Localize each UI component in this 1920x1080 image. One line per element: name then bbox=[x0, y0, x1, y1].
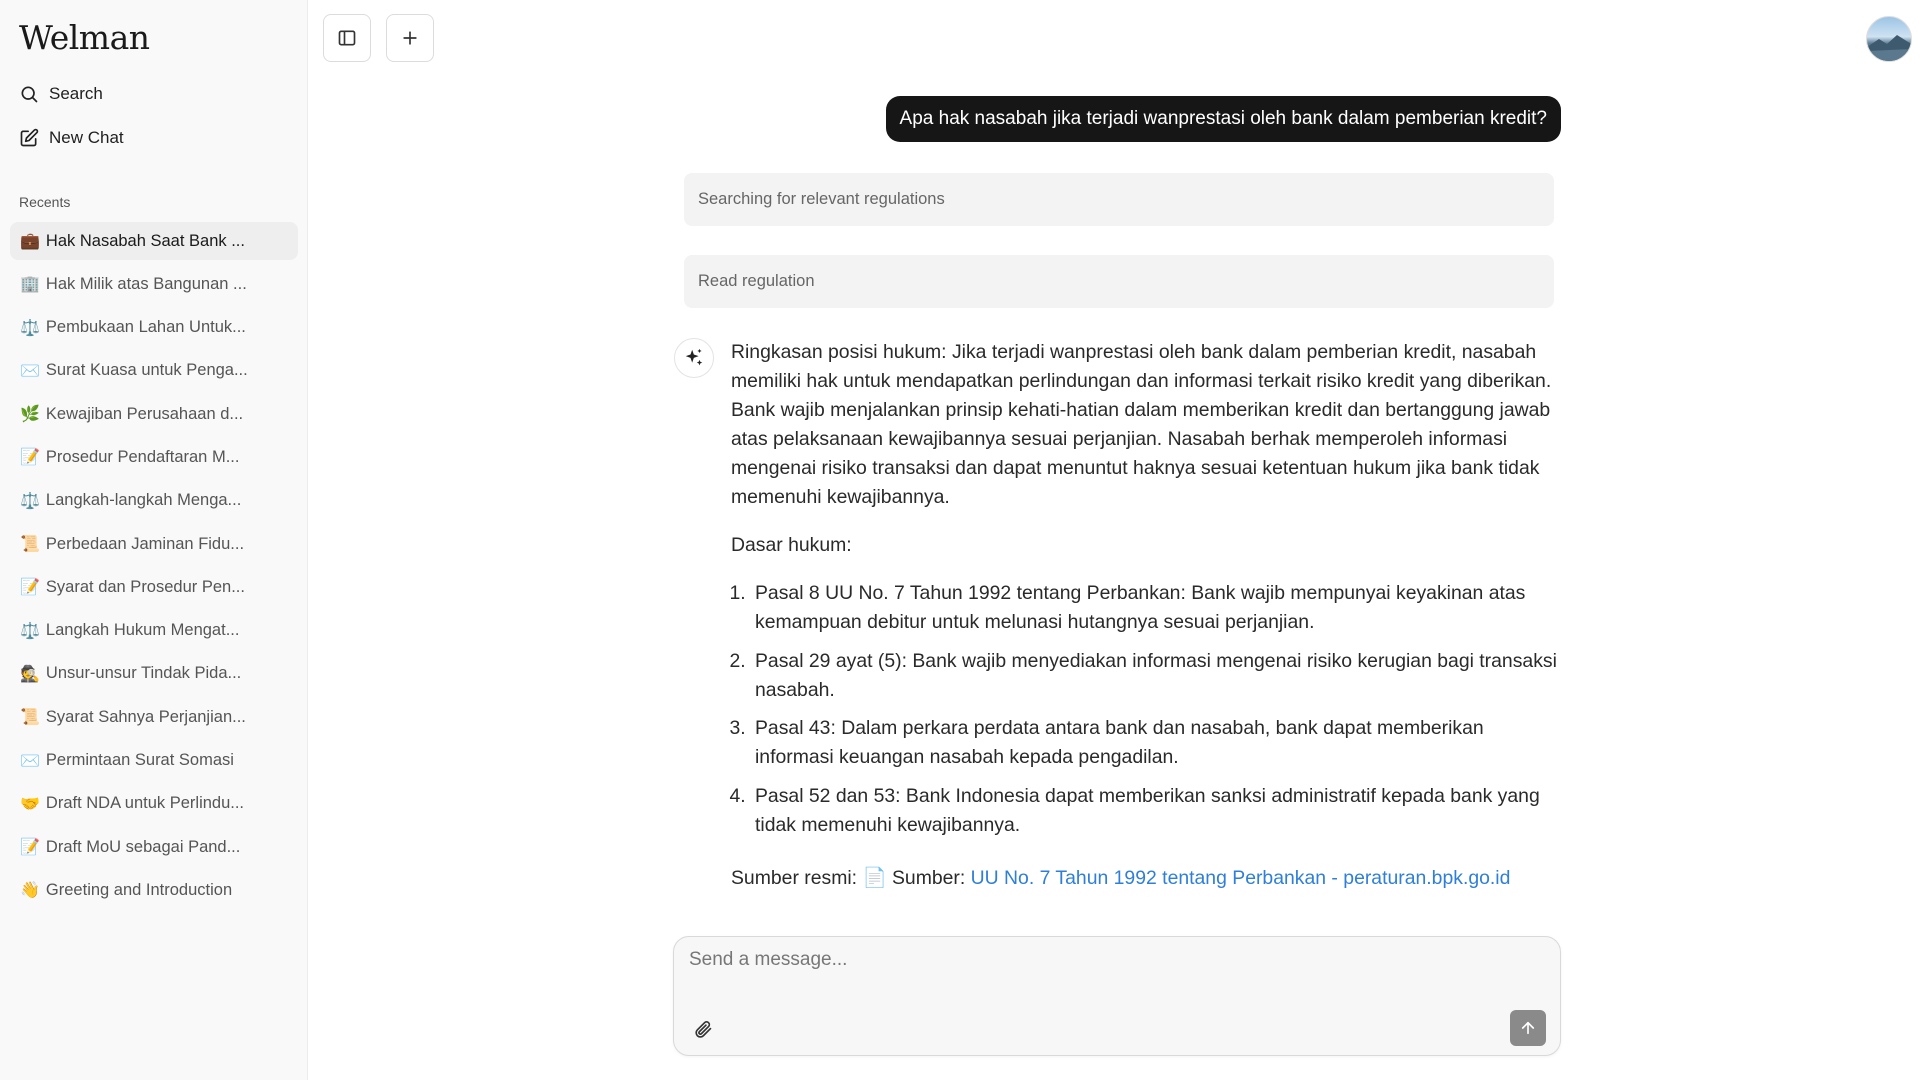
message-composer bbox=[673, 936, 1561, 1056]
assistant-avatar bbox=[674, 338, 714, 378]
recents-heading: Recents bbox=[19, 194, 71, 210]
new-chat-button[interactable] bbox=[19, 128, 124, 148]
recent-chat-title: Pembukaan Lahan Untuk... bbox=[45, 318, 246, 337]
recent-chat-title: Draft MoU sebagai Pand... bbox=[45, 837, 241, 856]
search-label: Search bbox=[49, 84, 103, 103]
recent-chat-item[interactable] bbox=[10, 785, 298, 823]
plus-icon bbox=[400, 28, 420, 48]
message-input[interactable] bbox=[689, 949, 1539, 989]
assistant-message bbox=[731, 338, 1563, 912]
user-message-bubble: Apa hak nasabah jika terjadi wanprestasi oleh bank dalam pemberian kredit? bbox=[886, 96, 1561, 142]
waving-hand-icon: 👋 bbox=[20, 882, 40, 900]
recent-chat-title: Unsur-unsur Tindak Pida... bbox=[45, 664, 242, 683]
recent-chat-item[interactable] bbox=[10, 568, 298, 606]
send-button[interactable] bbox=[1510, 1010, 1546, 1046]
scroll-icon: 📜 bbox=[20, 536, 40, 554]
mountain-landscape-icon bbox=[1867, 17, 1912, 62]
scales-icon: ⚖️ bbox=[20, 319, 40, 337]
search-icon bbox=[19, 84, 39, 104]
recent-chat-title: Langkah-langkah Menga... bbox=[45, 491, 242, 510]
edit-icon bbox=[19, 128, 39, 148]
recent-chat-title: Hak Nasabah Saat Bank ... bbox=[45, 231, 245, 250]
recent-chat-item[interactable] bbox=[10, 222, 298, 260]
envelope-icon: ✉️ bbox=[20, 752, 40, 770]
legal-basis-item: 3. Pasal 43: Dalam perkara perdata antara bank dan nasabah, bank dapat memberikan informasi keuangan nasabah kepada pengadilan. bbox=[751, 714, 1563, 772]
recent-chat-item[interactable] bbox=[10, 482, 298, 520]
tool-step-read[interactable]: Read regulation bbox=[684, 255, 1554, 308]
new-chat-plus-button[interactable] bbox=[386, 14, 434, 62]
legal-basis-list bbox=[731, 579, 1563, 840]
user-avatar[interactable] bbox=[1866, 16, 1912, 62]
recent-chat-item[interactable] bbox=[10, 352, 298, 390]
legal-basis-heading: Dasar hukum: bbox=[731, 534, 852, 556]
recent-chat-title: Surat Kuasa untuk Penga... bbox=[45, 361, 248, 380]
source-prefix: Sumber resmi: 📄 Sumber: bbox=[731, 866, 971, 889]
app-logo: Welman bbox=[19, 18, 150, 57]
recent-chat-item[interactable] bbox=[10, 438, 298, 476]
memo-icon: 📝 bbox=[20, 839, 40, 857]
legal-basis-item: 1. Pasal 8 UU No. 7 Tahun 1992 tentang Perbankan: Bank wajib mempunyai keyakinan atas kemampuan debitur untuk melunasi hutangnya sesuai perjanjian. bbox=[751, 579, 1563, 637]
recent-chat-item[interactable] bbox=[10, 525, 298, 563]
recent-chat-title: Kewajiban Perusahaan d... bbox=[45, 404, 244, 423]
legal-basis-item: 2. Pasal 29 ayat (5): Bank wajib menyediakan informasi mengenai risiko kerugian bagi transaksi nasabah. bbox=[751, 647, 1563, 705]
memo-icon: 📝 bbox=[20, 579, 40, 597]
attach-button[interactable] bbox=[691, 1017, 715, 1041]
recent-chat-title: Draft NDA untuk Perlindu... bbox=[45, 794, 245, 813]
recent-chat-title: Langkah Hukum Mengat... bbox=[45, 621, 240, 640]
building-icon: 🏢 bbox=[20, 276, 40, 294]
source-link[interactable]: UU No. 7 Tahun 1992 tentang Perbankan - peraturan.bpk.go.id bbox=[970, 866, 1511, 889]
sparkle-icon bbox=[683, 347, 705, 369]
detective-icon: 🕵️ bbox=[20, 665, 40, 683]
recent-chat-item[interactable] bbox=[10, 698, 298, 736]
arrow-up-icon bbox=[1519, 1019, 1537, 1037]
sidebar-toggle-icon bbox=[337, 28, 357, 48]
tool-step-search[interactable]: Searching for relevant regulations bbox=[684, 173, 1554, 226]
envelope-icon: ✉️ bbox=[20, 362, 40, 380]
recent-chat-item[interactable] bbox=[10, 828, 298, 866]
recent-chat-item[interactable] bbox=[10, 742, 298, 780]
recent-chat-title: Hak Milik atas Bangunan ... bbox=[45, 274, 247, 293]
recent-chat-title: Syarat dan Prosedur Pen... bbox=[45, 577, 245, 596]
recent-chat-title: Greeting and Introduction bbox=[45, 880, 233, 899]
sidebar bbox=[0, 0, 308, 1080]
recent-chat-title: Permintaan Surat Somasi bbox=[45, 751, 234, 770]
toggle-sidebar-button[interactable] bbox=[323, 14, 371, 62]
recent-chat-list bbox=[10, 222, 298, 915]
recent-chat-item[interactable] bbox=[10, 309, 298, 347]
recent-chat-item[interactable] bbox=[10, 655, 298, 693]
recent-chat-title: Syarat Sahnya Perjanjian... bbox=[45, 707, 246, 726]
source-line bbox=[731, 864, 1563, 893]
recent-chat-item[interactable] bbox=[10, 265, 298, 303]
scroll-icon: 📜 bbox=[20, 709, 40, 727]
memo-icon: 📝 bbox=[20, 449, 40, 467]
new-chat-label: New Chat bbox=[49, 128, 124, 147]
briefcase-icon: 💼 bbox=[20, 233, 40, 250]
recent-chat-item[interactable] bbox=[10, 395, 298, 433]
answer-summary: Ringkasan posisi hukum: Jika terjadi wanprestasi oleh bank dalam pemberian kredit, nasabah memiliki hak untuk mendapatkan perlindungan dan informasi terkait risiko kredit yang diberikan. Bank wajib menjalankan prinsip kehati-hatian dalam memberikan kredit dan bertanggung jawab atas pelaksanaan kewajibannya sesuai perjanjian. Nasabah berhak memperoleh informasi mengenai risiko transaksi dan dapat menuntut haknya sesuai ketentuan hukum jika bank tidak memenuhi kewajibannya. bbox=[731, 341, 1552, 508]
scales-icon: ⚖️ bbox=[20, 492, 40, 510]
handshake-icon: 🤝 bbox=[20, 795, 40, 813]
legal-basis-item: 4. Pasal 52 dan 53: Bank Indonesia dapat memberikan sanksi administratif kepada bank yang tidak memenuhi kewajibannya. bbox=[751, 782, 1563, 840]
leaf-icon: 🌿 bbox=[20, 406, 40, 424]
recent-chat-item[interactable] bbox=[10, 871, 298, 909]
scales-icon: ⚖️ bbox=[20, 622, 40, 640]
recent-chat-title: Prosedur Pendaftaran M... bbox=[45, 447, 240, 466]
paperclip-icon bbox=[693, 1019, 713, 1039]
recent-chat-item[interactable] bbox=[10, 612, 298, 650]
recent-chat-title: Perbedaan Jaminan Fidu... bbox=[45, 534, 245, 553]
search-button[interactable] bbox=[19, 84, 103, 104]
